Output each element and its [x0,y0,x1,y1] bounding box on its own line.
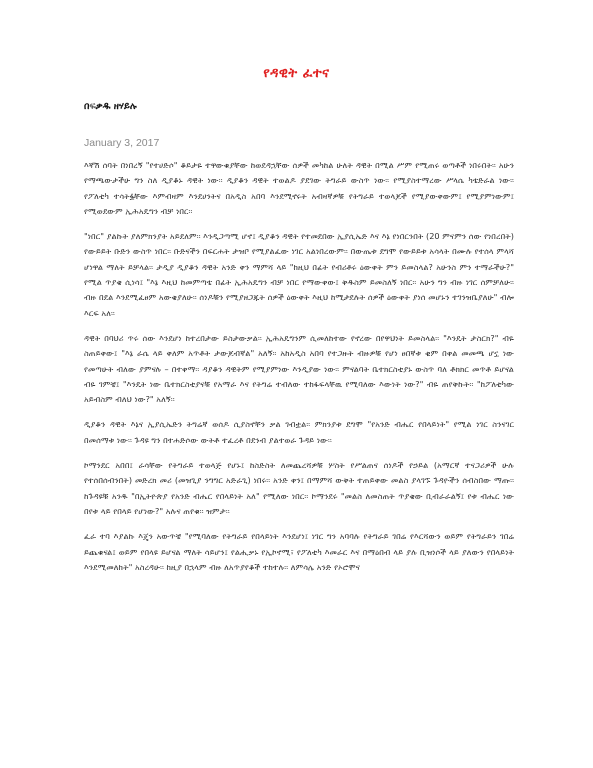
article-body [84,158,514,585]
paragraph: "ነበር" ያልኩት ያለምክንያት አይደለም፡፡ እንዲጋጣሚ ሆኖ፤ ዲያቆን ዳዊት የተመደበው ኢያሲኤድ እና እኔ የነበርንበት (20 ምናምን ሰው የነበረበት) የውይይት ቡድን ውስጥ ነበር፡፡ ቡድናችን በፍርሐት ታዝቦ የሚያልፈው ነገር አልነበረውም፡፡ በውጤቱ ደግሞ የውይይቱ አሳላት በሙሉ የተሰላ ምላሻ ሆነዋል ማለት ይቻላል፡፡ ታዲያ ዲያቆን ዳዊት አንድ ቀን ማምሻ ላይ "ከዚህ በፊት የብሪቶሩ ዕውቀት ምን ይመስላል? አሁንስ ምን ተማራችሁ?" የሚል ጥያቄ ሲነሳ፤ "እኔ እዚህ ከመምጣቴ በፊት ኢሕአዴግን ብቻ ነበር የማውቀው፤ ቅዱስም ይመስለኝ ነበር፡፡ አሁን ግን ብዙ ነገር ሰምቻለሁ፡፡ ብዙ በደል እንደሚፈፀም አውቄያለሁ፡፡ ሰነዶቹን የሚያዘጋጁት ሰዎች ዕውቀት እዚህ ከሚታደሉት ሰዎች ዕውቀት ያነሰ መሆኑን ተገንዝቤያለሁ" ብሎ እርፍ አለ፡፡ [84,231,514,318]
paragraph: ኮማንደር አበበ፤ ራሳቸው የትግራይ ተወላጅ የሆኑ፤ ከስድስት ለመጨረሻዎቹ ሦስት የሥልጠና ሰነዶች የኃይል (አማርኛ ተናጋሪዎች ሁሉ የተሰበሰብንበት) መድረክ መሪ (መዝጊያ ንግግር አድራጊ) ነበሩ፡፡ አንድ ቀን፤ በማምሻ ውቅት ተጠይቀው መልስ ያላገኙ ጉዳዮችን ሰብስበው ማጡ፡፡ ከጉዳዩቹ አንዱ "በኢትዮጵያ የአንድ ብሔር የበላይነት አለ" የሚለው ነበር፡፡ ኮማንደሩ "መልስ ለመስጠት ጥያቄው ቢብራራልኝ፤ የቱ ብሔር ነው በየቱ ላይ የበላይ የሆነው?" አሉና ጠየቁ፡፡ ዝምታ፡፡ [84,460,514,516]
author-byline: በፍቃዱ ዘሃይሉ [84,101,137,112]
paragraph: ዳዊት በባህሪ ጥሩ ሰው እንደሆነ ከተረበታው ይስታውቃል፡፡ ኢሕአዴግንም ሲመለከተው የኖረው በየዋህነት ይመስላል፡፡ "እንዴት ታስርክ?" ብዬ ስጠይቀው፤ "እኔ ራሴ ላይ ቀለም አጥቶት ታውጆብኛል" አለኝ፡፡ አከአዲስ አበባ የተጋዙት ብዙዎቹ የሆነ ፀበኛቱ ቂም በቀል መመጫ ሆኗ ነው የመጣሁት ብለው ያምናሉ – በተቀማ፡፡ ዳያቆን ዳዊትም የሚያምነው እንዲያው ነው፡፡ ምናልባት ቤተክርስቲያኑ ውስጥ ባለ ቶክክር መጥቶ ይሆናል ብዬ ገምቼ፤ "እንዴት ነው ቤተክርስቲያናቹ የአማራ እና የትግሬ ተብለው ተከፋፍላቸዉ የሚባለው እውነት ነው?" ብዬ ጠየቅኩት፡፡ "ከፖለቲካው አይብስም ብለህ ነው?" አለኝ፡፡ [84,332,514,405]
paragraph: ፈራ ተባ እያልኩ እጄን አውጥቼ "የሚባለው የትግራይ የበላይነት እንደሆነ፤ ነገር ግን አባባሉ የትግራይ ገበሬ የእርሻውን ወይም የትግራይን ገበሬ ይጨቁናል፤ ወይም የበላዩ ይሆናል ማለት ሳይሆን፤ የልሒቃኑ የኢኮኖሚ፣ የፖለቲካ እመራር እና በማዕበብ ላይ ያሉ ቢዝነሶች ላይ ያለውን የበላይነት እንደሚመለከት" አስረዳሁ፡፡ ከዚያ በኋላም ብዙ ለአጥያየቆች ተከተሉ፡፡ ለምሳሌ አንድ የኦሮሞና [84,531,514,572]
document-title: የዳዊት ፈተና [263,66,330,81]
publish-date: January 3, 2017 [84,137,160,149]
paragraph: እኛሽ ሰባት በነበረኝ "የተሀድሶ" ቆይታዬ ተዋውቁያቸው ከወደዳኋቸው ሰዎች መካከል ሁለት ዳዊት በሚል ሥም የሚጠሩ ወጣቶች ነበሩበት፡፡ አሁን የማጫውታችሁ ግን ስለ ዲያቆኑ ዳዊት ነው፡፡ ዲያቆን ዳዊት ተወልዶ ያደገው ትግራይ ውስጥ ነው፡፡ የሚያስተማረው ሥላሴ ካቴድራል ነው፡፡ የፖለቲካ ተሳትፏቸው እምብዛም እንደሀንትና በአዲስ አበባ እንደሚኖሩት አብዛኛዎቹ የትግራይ ተወላጆች የሚያውቀውም፤ የሚያምነውም፤ የሚወደውም ኢሕአዴግን ብቻ ነበር፡፡ [84,160,514,216]
paragraph: ዲያቆን ዳዊት እኔና ኢያሲኤድን ትግሬኛ ወሰዶ ሲያስኖቸን ቃል ገብቷል፡፡ ምክንያቱ ደግሞ "የአንድ ብሔር የበላይነት" የሚል ነገር ስንናገር በመሰማቱ ነው፡፡ ጉዳዩ ግን በተሐድሶው ውትቶ ተፈረቶ በደንብ ያልተወራ ጉዳይ ነው፡፡ [84,419,514,445]
